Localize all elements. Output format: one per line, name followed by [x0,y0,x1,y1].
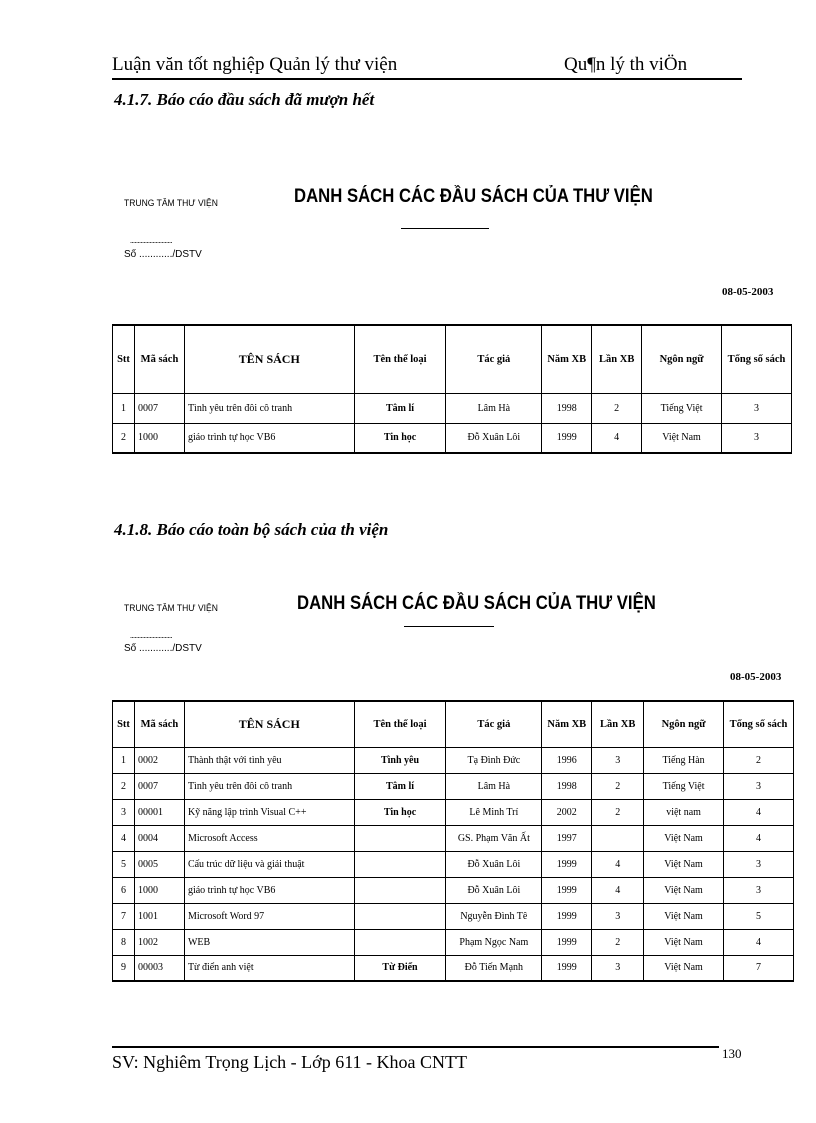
cell-author: Lâm Hà [446,773,542,799]
cell-stt: 2 [113,423,135,453]
cell-pub-year: 1999 [542,851,592,877]
col-stt: Stt [113,325,135,393]
cell-category [354,851,446,877]
cell-category: Tin học [354,423,446,453]
cell-author: Đỗ Xuân Lôi [446,877,542,903]
table-header-row [113,325,792,393]
cell-book-id: 0007 [134,393,184,423]
section-title-4-1-7: 4.1.7. Báo cáo đầu sách đã mượn hết [114,90,375,109]
cell-edition: 4 [592,423,642,453]
table-row [113,747,794,773]
col-book-id: Mã sách [134,701,184,747]
cell-edition: 3 [592,955,644,981]
table-row [113,903,794,929]
col-total: Tổng số sách [723,701,793,747]
cell-total: 3 [721,393,791,423]
cell-edition: 4 [592,877,644,903]
cell-edition: 3 [592,903,644,929]
cell-book-name: giáo trình tự học VB6 [184,877,354,903]
col-language: Ngôn ngữ [644,701,724,747]
col-total: Tổng số sách [721,325,791,393]
cell-total: 4 [723,825,793,851]
cell-edition: 2 [592,393,642,423]
cell-book-name: Microsoft Access [184,825,354,851]
dots-line: ............................ [130,631,172,640]
cell-stt: 2 [113,773,135,799]
table-row [113,851,794,877]
footer-rule [112,1046,719,1048]
report-title: DANH SÁCH CÁC ĐẦU SÁCH CỦA THƯ VIỆN [294,186,653,207]
cell-book-id: 0004 [134,825,184,851]
cell-book-name: Kỹ năng lập trình Visual C++ [184,799,354,825]
cell-language: Việt Nam [642,423,722,453]
cell-total: 4 [723,799,793,825]
col-language: Ngôn ngữ [642,325,722,393]
cell-category [354,877,446,903]
col-book-name: TÊN SÁCH [184,701,354,747]
report-date: 08-05-2003 [730,671,782,683]
cell-book-id: 1000 [134,877,184,903]
report-date: 08-05-2003 [722,286,774,298]
table-row [113,929,794,955]
cell-edition: 4 [592,851,644,877]
cell-language: Tiếng Việt [642,393,722,423]
cell-pub-year: 1998 [542,773,592,799]
cell-stt: 9 [113,955,135,981]
cell-total: 3 [723,773,793,799]
cell-book-id: 1000 [134,423,184,453]
col-pub-year: Năm XB [542,701,592,747]
table-header-row [113,701,794,747]
page-footer: SV: Nghiêm Trọng Lịch - Lớp 611 - Khoa CNTT [112,1052,467,1072]
col-category: Tên thể loại [354,325,446,393]
cell-category: Tình yêu [354,747,446,773]
table-row [113,773,794,799]
cell-book-id: 0002 [134,747,184,773]
cell-total: 5 [723,903,793,929]
cell-category [354,903,446,929]
title-underline [404,626,494,627]
cell-book-name: Cấu trúc dữ liệu và giải thuật [184,851,354,877]
cell-stt: 4 [113,825,135,851]
cell-stt: 1 [113,393,135,423]
col-category: Tên thể loại [354,701,446,747]
cell-book-name: Microsoft Word 97 [184,903,354,929]
cell-language: Tiếng Hàn [644,747,724,773]
page-number: 130 [722,1046,742,1061]
cell-stt: 7 [113,903,135,929]
cell-total: 3 [721,423,791,453]
cell-edition [592,825,644,851]
cell-stt: 1 [113,747,135,773]
doc-number: Số ............/DSTV [124,249,202,260]
cell-language: Việt Nam [644,929,724,955]
header-left: Luận văn tốt nghiệp Quản lý thư viện [112,54,398,75]
cell-author: Đỗ Xuân Lôi [446,423,542,453]
table-row [113,393,792,423]
all-books-table [112,700,794,982]
cell-pub-year: 1999 [542,877,592,903]
cell-stt: 5 [113,851,135,877]
col-book-name: TÊN SÁCH [184,325,354,393]
cell-category [354,825,446,851]
cell-pub-year: 1996 [542,747,592,773]
cell-pub-year: 2002 [542,799,592,825]
cell-book-name: Từ điển anh việt [184,955,354,981]
col-edition: Lần XB [592,701,644,747]
table-row [113,799,794,825]
cell-author: Đỗ Xuân Lôi [446,851,542,877]
dots-line: ............................ [130,236,172,245]
cell-pub-year: 1999 [542,955,592,981]
cell-stt: 3 [113,799,135,825]
cell-author: Đỗ Tiến Mạnh [446,955,542,981]
cell-pub-year: 1999 [542,929,592,955]
cell-edition: 2 [592,929,644,955]
cell-pub-year: 1997 [542,825,592,851]
section-title-4-1-8: 4.1.8. Báo cáo toàn bộ sách của th viện [114,520,389,539]
cell-book-id: 00003 [134,955,184,981]
cell-stt: 6 [113,877,135,903]
cell-language: Việt Nam [644,903,724,929]
cell-language: Tiếng Việt [644,773,724,799]
cell-total: 4 [723,929,793,955]
cell-book-id: 00001 [134,799,184,825]
cell-book-name: giáo trình tự học VB6 [184,423,354,453]
doc-number: Số ............/DSTV [124,643,202,654]
cell-book-id: 1001 [134,903,184,929]
table-row [113,877,794,903]
report-title: DANH SÁCH CÁC ĐẦU SÁCH CỦA THƯ VIỆN [297,593,656,614]
cell-author: Lâm Hà [446,393,542,423]
report-all-books [112,585,794,1005]
cell-stt: 8 [113,929,135,955]
cell-total: 2 [723,747,793,773]
cell-language: việt nam [644,799,724,825]
col-book-id: Mã sách [134,325,184,393]
cell-category [354,929,446,955]
cell-pub-year: 1999 [542,423,592,453]
title-underline [401,228,489,229]
cell-category: Từ Điển [354,955,446,981]
cell-book-id: 1002 [134,929,184,955]
cell-category: Tâm lí [354,773,446,799]
cell-category: Tin học [354,799,446,825]
cell-language: Việt Nam [644,955,724,981]
cell-total: 3 [723,851,793,877]
cell-author: Tạ Đình Đức [446,747,542,773]
cell-author: GS. Phạm Văn Ất [446,825,542,851]
cell-book-id: 0005 [134,851,184,877]
cell-total: 7 [723,955,793,981]
all-books-body [113,747,794,981]
cell-pub-year: 1998 [542,393,592,423]
cell-edition: 2 [592,799,644,825]
cell-edition: 3 [592,747,644,773]
cell-author: Nguyễn Đình Tê [446,903,542,929]
cell-book-name: Thành thật với tình yêu [184,747,354,773]
cell-language: Việt Nam [644,825,724,851]
cell-author: Lê Minh Trí [446,799,542,825]
cell-book-name: WEB [184,929,354,955]
cell-book-id: 0007 [134,773,184,799]
table-row [113,955,794,981]
col-author: Tác giả [446,701,542,747]
cell-language: Việt Nam [644,851,724,877]
report-borrowed-out [112,180,794,460]
col-stt: Stt [113,701,135,747]
cell-edition: 2 [592,773,644,799]
cell-total: 3 [723,877,793,903]
org-name: TRUNG TÂM THƯ VIỆN [124,603,218,614]
header-right: Qu¶n lý th viÖn [564,54,688,75]
cell-book-name: Tình yêu trên đôi cô tranh [184,773,354,799]
cell-language: Việt Nam [644,877,724,903]
table-row [113,423,792,453]
cell-pub-year: 1999 [542,903,592,929]
cell-author: Phạm Ngọc Nam [446,929,542,955]
org-name: TRUNG TÂM THƯ VIỆN [124,198,218,209]
borrowed-books-table [112,324,792,454]
cell-book-name: Tình yêu trên đôi cô tranh [184,393,354,423]
col-pub-year: Năm XB [542,325,592,393]
table-row [113,825,794,851]
col-edition: Lần XB [592,325,642,393]
col-author: Tác giả [446,325,542,393]
page-header [112,52,742,80]
cell-category: Tâm lí [354,393,446,423]
